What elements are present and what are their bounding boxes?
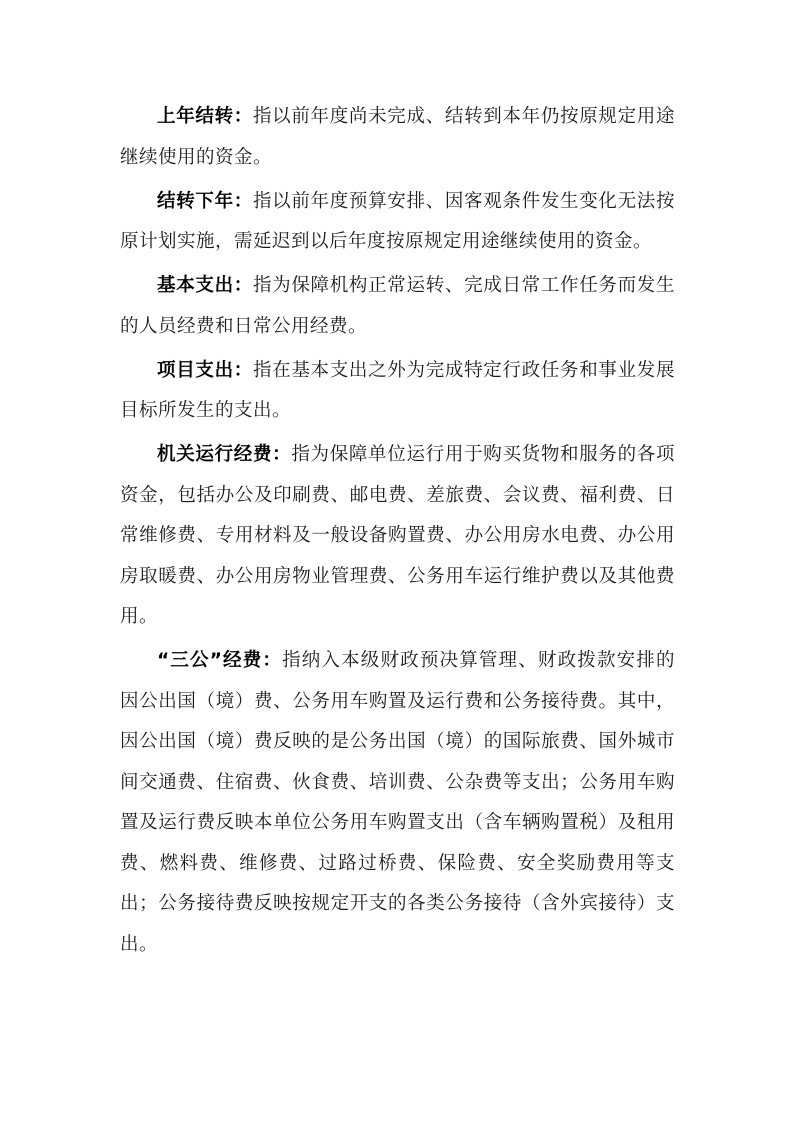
definition-carryover-from-last-year: [120, 97, 675, 178]
definition-operating-funds: [120, 435, 675, 638]
definition-project-expenditure: [120, 351, 675, 432]
definition-text: 指为保障单位运行用于购买货物和服务的各项资金，包括办公及印刷费、邮电费、差旅费、会议费、福利费、日常维修费、专用材料及一般设备购置费、办公用房水电费、办公用房取暖费、办公用房物业管理费、公务用车运行维护费以及其他费用。: [120, 444, 675, 627]
definition-text: 指在基本支出之外为完成特定行政任务和事业发展目标所发生的支出。: [120, 359, 675, 421]
term-label: 机关运行经费：: [157, 444, 292, 465]
definition-three-public-expenses: [120, 641, 675, 965]
definition-carryover-to-next-year: [120, 182, 675, 263]
definition-basic-expenditure: [120, 266, 675, 347]
term-label: “三公”经费：: [157, 650, 283, 671]
definition-text: 指为保障机构正常运转、完成日常工作任务而发生的人员经费和日常公用经费。: [120, 275, 675, 337]
document-body: [120, 97, 675, 969]
term-label: 上年结转：: [157, 106, 253, 127]
definition-text: 指纳入本级财政预决算管理、财政拨款安排的因公出国（境）费、公务用车购置及运行费和公务接待费。其中，因公出国（境）费反映的是公务出国（境）的国际旅费、国外城市间交通费、住宿费、伙食费、培训费、公杂费等支出；公务用车购置及运行费反映本单位公务用车购置支出（含车辆购置税）及租用费、燃料费、维修费、过路过桥费、保险费、安全奖励费用等支出；公务接待费反映按规定开支的各类公务接待（含外宾接待）支出。: [120, 650, 675, 955]
definition-text: 指以前年度尚未完成、结转到本年仍按原规定用途继续使用的资金。: [120, 106, 675, 168]
term-label: 项目支出：: [157, 359, 253, 381]
definition-text: 指以前年度预算安排、因客观条件发生变化无法按原计划实施，需延迟到以后年度按原规定用途继续使用的资金。: [120, 190, 675, 252]
term-label: 结转下年：: [157, 190, 253, 212]
term-label: 基本支出：: [157, 275, 253, 296]
